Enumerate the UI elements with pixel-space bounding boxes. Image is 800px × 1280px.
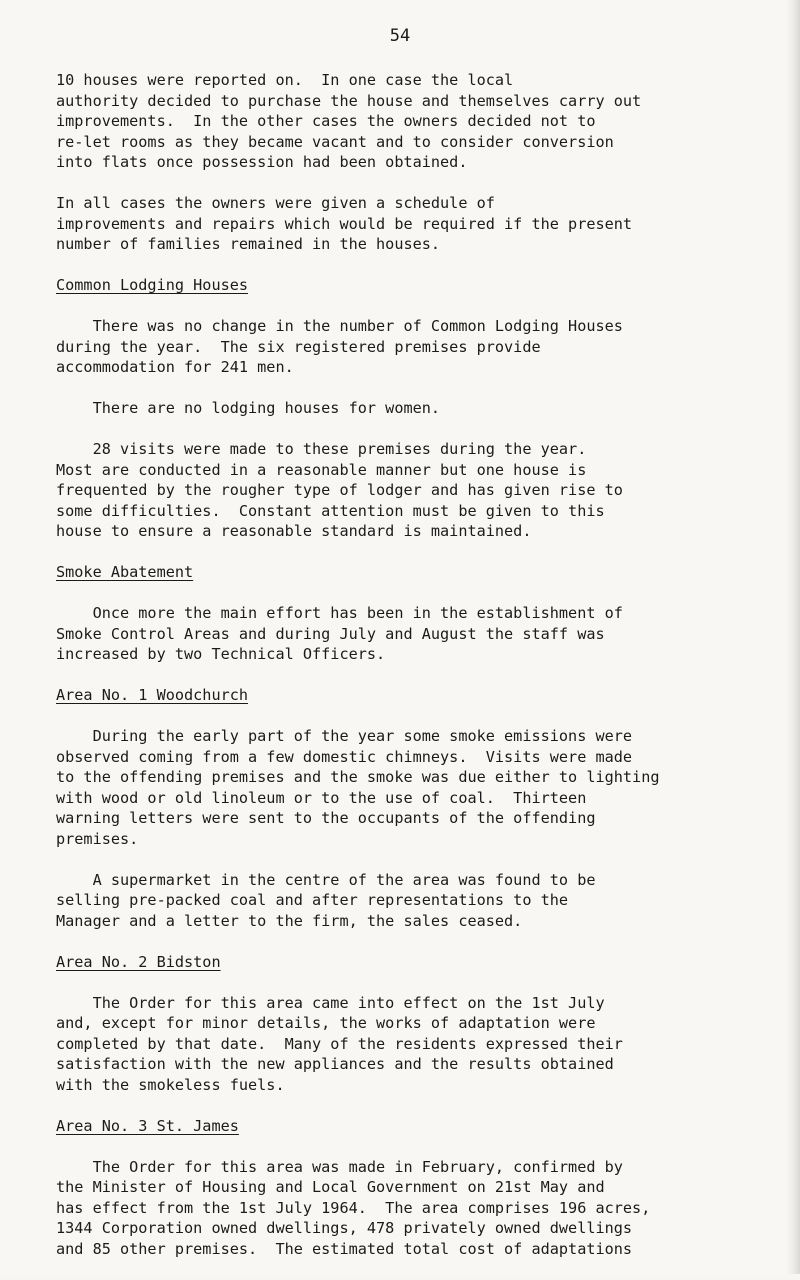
paragraph-lodging-women: There are no lodging houses for women. (56, 399, 441, 417)
paragraph-owner-schedule: In all cases the owners were given a schedule of improvements and repairs which would be required if the present number of families remained in the houses. (56, 194, 633, 253)
paragraph-woodchurch-emissions: During the early part of the year some smoke emissions were observed coming from a few domestic chimneys. Visits were made to the offending premises and the smoke was due either to lighting with wood or old linoleum or to the use of coal. Thirteen warning letters were sent to the occupants of the offending premises. (56, 727, 660, 848)
heading-area-1-woodchurch: Area No. 1 Woodchurch (56, 686, 249, 704)
page-number: 54 (389, 26, 411, 46)
page-edge-shadow (786, 0, 800, 1274)
heading-common-lodging-houses: Common Lodging Houses (56, 276, 249, 294)
heading-smoke-abatement: Smoke Abatement (56, 563, 194, 581)
paragraph-bidston-order: The Order for this area came into effect on the 1st July and, except for minor details, the works of adaptation were completed by that date. Many of the residents expressed their satisfaction with the new appliances and the results obtained with the smokeless fuels. (56, 993, 623, 1094)
paragraph-woodchurch-supermarket: A supermarket in the centre of the area was found to be selling pre-packed coal and after representations to the Manager and a letter to the firm, the sales ceased. (56, 870, 596, 930)
paragraph-smoke-control-areas: Once more the main effort has been in the establishment of Smoke Control Areas and during July and August the staff was increased by two Technical Officers. (56, 604, 623, 663)
paragraph-st-james-order: The Order for this area was made in February, confirmed by the Minister of Housing and Local Government on 21st May and has effect from the 1st July 1964. The area comprises 196 acres, 1344 Corporation owned dwellings, 478 privately owned dwellings and 85 other premises. The estimated total cost of adaptations (56, 1157, 651, 1258)
paragraph-house-improvements: 10 houses were reported on. In one case the local authority decided to purchase the house and themselves carry out improvements. In the other cases the owners decided not to re-let rooms as they became vacant and to consider conversion into flats once possession had been obtained. (56, 71, 642, 171)
heading-area-3-st-james: Area No. 3 St. James (56, 1116, 239, 1135)
heading-area-2-bidston: Area No. 2 Bidston (56, 952, 221, 971)
document-body (56, 70, 786, 1280)
paragraph-lodging-houses-count: There was no change in the number of Common Lodging Houses during the year. The six registered premises provide accommodation for 241 men. (56, 317, 623, 376)
paragraph-lodging-visits: 28 visits were made to these premises during the year. Most are conducted in a reasonable manner but one house is frequented by the rougher type of lodger and has given rise to some difficulties. Constant attention must be given to this house to ensure a reasonable standard is maintained. (56, 440, 623, 540)
